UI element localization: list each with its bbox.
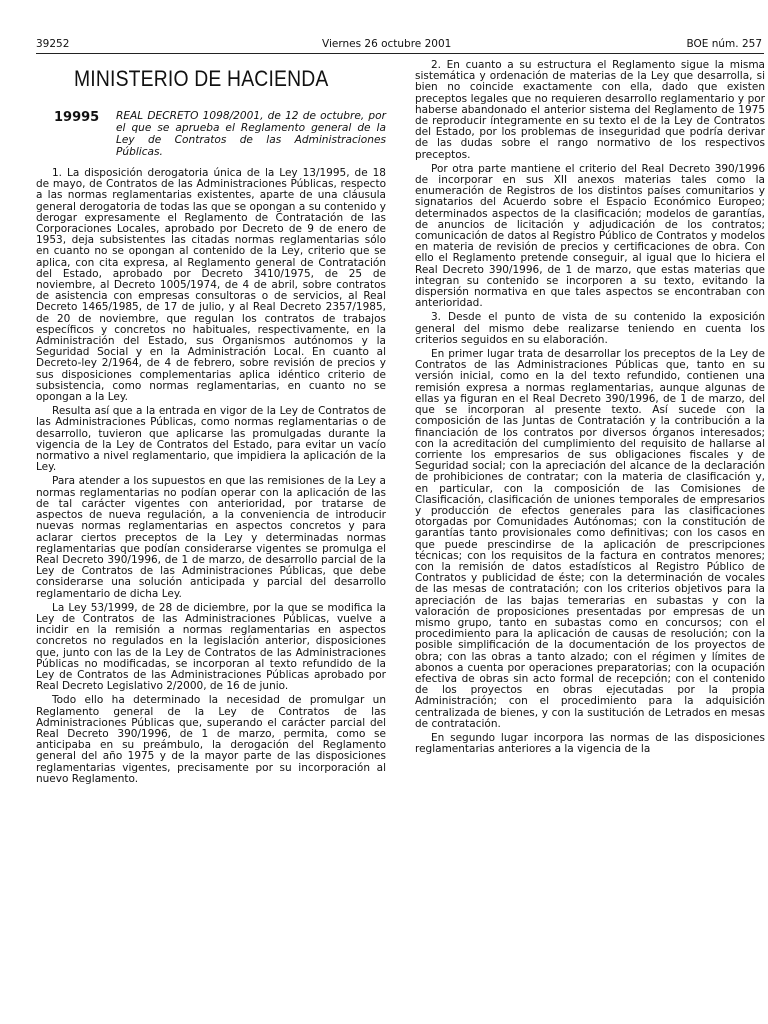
paragraph: Resulta así que a la entrada en vigor de la Ley de Contratos de las Administraciones Públicas, como normas reglamentarias o de desarrollo, tuvieron que aplicarse las promulgadas durante la vigencia de la Ley de Contratos del Estado, para evitar un vacío normativo a nivel reglamentario, que impidiera la aplicación de la Ley. <box>36 405 386 474</box>
paragraph: Por otra parte mantiene el criterio del Real Decreto 390/1996 de incorporar en sus XII anexos materias tales como la enumeración de Registros de los distintos países comunitarios y signatarios del Acuerdo sobre el Espacio Económico Europeo; determinados aspectos de la clasificación; modelos de garantías, de anuncios de licitación y adjudicación de los contratos; comunicación de datos al Registro Público de Contratos y modelos en materia de revisión de precios y certificaciones de obra. Con ello el Reglamento pretende conseguir, al igual que lo hiciera el Real Decreto 390/1996, de 1 de marzo, que estas materias que integran su contenido se incorporen a su texto, evitando la dispersión normativa en que tales aspectos se encontraban con anterioridad. <box>415 162 765 310</box>
paragraph: Todo ello ha determinado la necesidad de promulgar un Reglamento general de la Ley de Contratos de las Administraciones Públicas que, superando el carácter parcial del Real Decreto 390/1996, de 1 de marzo, permita, como se anticipaba en su preámbulo, la derogación del Reglamento general del año 1975 y de la mayor parte de las disposiciones reglamentarias vigentes, precisamente por su incorporación al nuevo Reglamento. <box>36 694 386 785</box>
right-column <box>415 60 765 758</box>
page-number: 39252 <box>36 38 70 50</box>
paragraph: La Ley 53/1999, de 28 de diciembre, por la que se modifica la Ley de Contratos de las Administraciones Públicas, vuelve a incidir en la remisión a normas reglamentarias en aspectos concretos no regulados en la legislación anterior, disposiciones que, junto con las de la Ley de Contratos de las Administraciones Públicas no modificadas, se incorporan al texto refundido de la Ley de Contratos de las Administraciones Públicas aprobado por Real Decreto Legislativo 2/2000, de 16 de junio. <box>36 601 386 693</box>
paragraph: En segundo lugar incorpora las normas de las disposiciones reglamentarias anteriores a la vigencia de la <box>415 731 765 756</box>
decree-title: REAL DECRETO 1098/2001, de 12 de octubre, por el que se aprueba el Reglamento general de la Ley de Contratos de las Administraciones Públicas. <box>116 110 386 158</box>
paragraph: 1. La disposición derogatoria única de la Ley 13/1995, de 18 de mayo, de Contratos de las Administraciones Públicas, respecto a las normas reglamentarias existentes, aparte de una cláusula general derogatoria de todas las que se opongan a su contenido y derogar expresamente el Reglamento de Contratación de las Corporaciones Locales, aprobado por Decreto de 9 de enero de 1953, deja subsistentes las citadas normas reglamentarias sólo en cuanto no se opongan al contenido de la Ley, criterio que se aplica, con cita expresa, al Reglamento general de Contratación del Estado, aprobado por Decreto 3410/1975, de 25 de noviembre, al Decreto 1005/1974, de 4 de abril, sobre contratos de asistencia con empresas consultoras o de servicios, al Real Decreto 1465/1985, de 17 de julio, y al Real Decreto 2357/1985, de 20 de noviembre, que regulan los contratos de trabajos específicos y concretos no habituales, respectivamente, en la Administración del Estado, sus Organismos autónomos y la Seguridad Social y en la Administración Local. En cuanto al Decreto-ley 2/1964, de 4 de febrero, sobre revisión de precios y sus disposiciones complementarias aplica idéntico criterio de subsistencia, como normas reglamentarias, en cuanto no se opongan a la Ley. <box>36 167 386 404</box>
boe-issue: BOE núm. 257 <box>686 38 762 50</box>
paragraph: 2. En cuanto a su estructura el Reglamento sigue la misma sistemática y ordenación de materias de la Ley que desarrolla, si bien no coincide exactamente con ella, dado que existen preceptos legales que no requieren desarrollo reglamentario y por haberse abandonado el anterior sistema del Reglamento de 1975 de reproducir íntegramente en su texto el de la Ley de Contratos del Estado, por los problemas de inseguridad que podría derivar de las dudas sobre el rango normativo de los respectivos preceptos. <box>415 59 765 161</box>
paragraph: Para atender a los supuestos en que las remisiones de la Ley a normas reglamentarias no podían operar con la aplicación de las de tal carácter vigentes con anterioridad, por tratarse de aspectos de nueva regulación, a la conveniencia de introducir nuevas normas reglamentarias en aspectos concretos y para aclarar ciertos preceptos de la Ley y determinadas normas reglamentarias que podían considerarse vigentes se promulga el Real Decreto 390/1996, de 1 de marzo, de desarrollo parcial de la Ley de Contratos de las Administraciones Públicas, que debe considerarse una solución anticipada y parcial del desarrollo reglamentario de dicha Ley. <box>36 475 386 600</box>
decree-number: 19995 <box>54 110 100 125</box>
paragraph: 3. Desde el punto de vista de su contenido la exposición general del mismo debe realizarse teniendo en cuenta los criterios seguidos en su elaboración. <box>415 311 765 346</box>
left-column <box>36 60 386 788</box>
paragraph: En primer lugar trata de desarrollar los preceptos de la Ley de Contratos de las Administraciones Públicas que, tanto en su versión inicial, como en la del texto refundido, contienen una remisión expresa a normas reglamentarias, aunque algunas de ellas ya figuran en el Real Decreto 390/1996, de 1 de marzo, del que se incorporan al presente texto. Así sucede con la composición de las Juntas de Contratación y la contribución a la financiación de los contratos por diversos órganos interesados; con la acreditación del cumplimiento del requisito de hallarse al corriente los empresarios de sus obligaciones fiscales y de Seguridad social; con la apreciación del alcance de la declaración de prohibiciones de contratar; con la materia de clasificación y, en particular, con la composición de las Comisiones de Clasificación, clasificación de uniones temporales de empresarios y producción de efectos generales para las clasificaciones otorgadas por Comunidades Autónomas; con la constitución de garantías tanto provisionales como definitivas; con los casos en que puede prescindirse de la aplicación de prescripciones técnicas; con los requisitos de la factura en contratos menores; con la remisión de datos estadísticos al Registro Público de Contratos y publicidad de éste; con la determinación de vocales de las mesas de contratación; con los criterios objetivos para la apreciación de las bajas temerarias en subastas y con la valoración de proposiciones presentadas por empresas de un mismo grupo, tanto en subastas como en concursos; con el procedimiento para la aplicación de causas de resolución; con la posible simplificación de la documentación de los proyectos de obra; con las obras a tanto alzado; con el régimen y límites de abonos a cuenta por operaciones preparatorias; con la ocupación efectiva de obras sin acto formal de recepción; con el contenido de los proyectos en obras ejecutadas por la propia Administración; con el procedimiento para la adquisición centralizada de bienes, y con la sustitución de Letrados en mesas de contratación. <box>415 348 765 730</box>
page-header <box>36 38 764 52</box>
decree-heading <box>36 110 386 158</box>
publication-date: Viernes 26 octubre 2001 <box>322 38 452 50</box>
header-rule <box>36 53 764 54</box>
ministry-heading: MINISTERIO DE HACIENDA <box>74 66 329 91</box>
